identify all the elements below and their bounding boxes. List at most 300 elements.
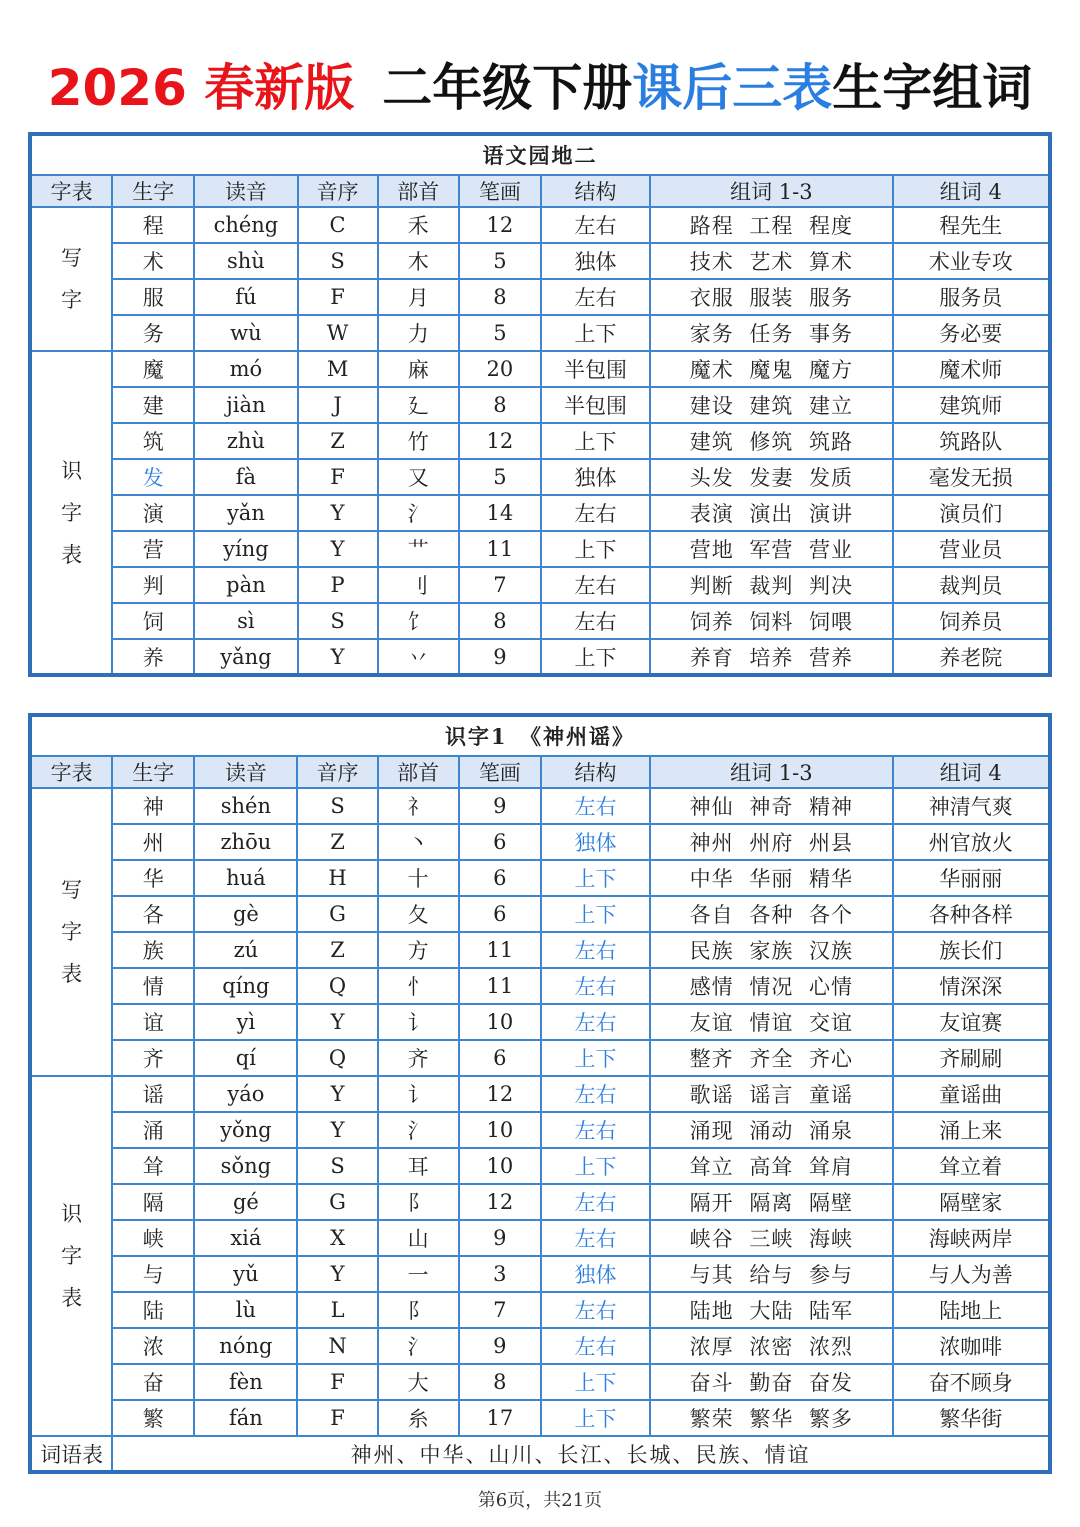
cell-jiegou: 上下	[541, 531, 650, 567]
cell-jiegou: 上下	[541, 639, 650, 675]
cell-duyin: yǒng	[194, 1112, 297, 1148]
cell-bushou: 十	[378, 860, 459, 896]
cell-bihua: 11	[459, 531, 541, 567]
cell-yinxu: Q	[297, 1040, 377, 1076]
cell-zuci-4: 筑路队	[893, 423, 1050, 459]
table-row	[30, 968, 1050, 1004]
cell-shengzi: 与	[112, 1256, 194, 1292]
cell-yinxu: Y	[297, 1004, 377, 1040]
cell-shengzi: 州	[112, 824, 194, 860]
cell-shengzi: 营	[112, 531, 194, 567]
table-row	[30, 495, 1050, 531]
cell-shengzi: 建	[112, 387, 194, 423]
cell-zuci-1-3: 中华 华丽 精华	[650, 860, 892, 896]
cell-bihua: 12	[459, 423, 541, 459]
cell-zuci-1-3: 整齐 齐全 齐心	[650, 1040, 892, 1076]
cell-bushou: 廴	[378, 387, 459, 423]
cell-shengzi: 齐	[112, 1040, 194, 1076]
cell-yinxu: F	[298, 459, 378, 495]
table-shenzhou-yao	[28, 713, 1052, 1474]
section-title: 识字1 《神州谣》	[30, 715, 1050, 756]
cell-bihua: 11	[459, 968, 541, 1004]
cell-zuci-4: 童谣曲	[893, 1076, 1050, 1112]
cell-shengzi: 情	[112, 968, 194, 1004]
cell-jiegou: 上下	[541, 1148, 650, 1184]
cell-yinxu: Y	[297, 1076, 377, 1112]
cell-duyin: shù	[194, 243, 297, 279]
title-subject: 生字组词	[832, 59, 1033, 117]
cell-yinxu: Z	[297, 932, 377, 968]
cell-duyin: sì	[194, 603, 297, 639]
cell-bushou: 饣	[378, 603, 459, 639]
ciyu-label: 词语表	[30, 1436, 112, 1472]
cell-shengzi: 谊	[112, 1004, 194, 1040]
cell-bihua: 8	[459, 603, 541, 639]
cell-zuci-1-3: 魔术 魔鬼 魔方	[650, 351, 892, 387]
cell-jiegou: 左右	[541, 603, 650, 639]
table-row	[30, 1292, 1050, 1328]
cell-shengzi: 谣	[112, 1076, 194, 1112]
cell-zuci-1-3: 峡谷 三峡 海峡	[650, 1220, 892, 1256]
cell-bihua: 9	[459, 1220, 541, 1256]
cell-yinxu: Y	[297, 1112, 377, 1148]
header-zibiao: 字表	[30, 175, 112, 207]
cell-duyin: qíng	[194, 968, 297, 1004]
cell-bihua: 7	[459, 567, 541, 603]
cell-zuci-4: 建筑师	[893, 387, 1050, 423]
cell-bushou: 刂	[378, 567, 459, 603]
cell-jiegou: 左右	[541, 1112, 650, 1148]
cell-jiegou: 左右	[541, 1184, 650, 1220]
cell-shengzi: 术	[112, 243, 194, 279]
cell-bihua: 8	[459, 1364, 541, 1400]
cell-jiegou: 上下	[541, 896, 650, 932]
cell-duyin: chéng	[194, 207, 297, 243]
cell-duyin: yíng	[194, 531, 297, 567]
cell-zuci-1-3: 表演 演出 演讲	[650, 495, 892, 531]
cell-bihua: 14	[459, 495, 541, 531]
table-row	[30, 824, 1050, 860]
cell-zuci-4: 齐刷刷	[893, 1040, 1050, 1076]
cell-duyin: yǔ	[194, 1256, 297, 1292]
cell-bushou: 阝	[378, 1292, 459, 1328]
cell-jiegou: 上下	[541, 860, 650, 896]
cell-jiegou: 左右	[541, 932, 650, 968]
header-shengzi: 生字	[112, 756, 194, 788]
cell-yinxu: C	[298, 207, 378, 243]
table-row	[30, 1112, 1050, 1148]
cell-jiegou: 左右	[541, 279, 650, 315]
cell-yinxu: Y	[298, 495, 378, 531]
cell-shengzi: 饲	[112, 603, 194, 639]
cell-zuci-1-3: 民族 家族 汉族	[650, 932, 892, 968]
cell-duyin: jiàn	[194, 387, 297, 423]
cell-duyin: gè	[194, 896, 297, 932]
cell-zuci-4: 术业专攻	[893, 243, 1050, 279]
header-shengzi: 生字	[112, 175, 194, 207]
cell-zuci-1-3: 判断 裁判 判决	[650, 567, 892, 603]
cell-bushou: 夂	[378, 896, 459, 932]
cell-zuci-4: 神清气爽	[893, 788, 1050, 824]
cell-zuci-4: 海峡两岸	[893, 1220, 1050, 1256]
cell-bihua: 6	[459, 860, 541, 896]
header-row	[30, 175, 1050, 207]
header-row	[30, 756, 1050, 788]
cell-zuci-4: 与人为善	[893, 1256, 1050, 1292]
cell-zuci-4: 情深深	[893, 968, 1050, 1004]
cell-zuci-1-3: 繁荣 繁华 繁多	[650, 1400, 892, 1436]
ciyu-row	[30, 1436, 1050, 1472]
table-row	[30, 1256, 1050, 1292]
cell-yinxu: N	[297, 1328, 377, 1364]
table-row	[30, 423, 1050, 459]
cell-duyin: yǎng	[194, 639, 297, 675]
cell-bushou: 讠	[378, 1004, 459, 1040]
cell-bihua: 9	[459, 1328, 541, 1364]
cell-zuci-1-3: 浓厚 浓密 浓烈	[650, 1328, 892, 1364]
cell-yinxu: S	[297, 1148, 377, 1184]
header-bihua: 笔画	[459, 175, 541, 207]
cell-shengzi: 养	[112, 639, 194, 675]
cell-jiegou: 左右	[541, 495, 650, 531]
cell-duyin: yǎn	[194, 495, 297, 531]
cell-zuci-1-3: 饲养 饲料 饲喂	[650, 603, 892, 639]
cell-zuci-1-3: 涌现 涌动 涌泉	[650, 1112, 892, 1148]
cell-duyin: huá	[194, 860, 297, 896]
table-row	[30, 860, 1050, 896]
cell-jiegou: 左右	[541, 1076, 650, 1112]
cell-zuci-1-3: 头发 发妻 发质	[650, 459, 892, 495]
cell-zuci-1-3: 家务 任务 事务	[650, 315, 892, 351]
cell-bushou: 竹	[378, 423, 459, 459]
cell-bushou: 丷	[378, 639, 459, 675]
cell-yinxu: Y	[298, 639, 378, 675]
cell-bihua: 12	[459, 207, 541, 243]
cell-zuci-1-3: 建设 建筑 建立	[650, 387, 892, 423]
cell-bihua: 9	[459, 639, 541, 675]
table-row	[30, 1400, 1050, 1436]
cell-bihua: 17	[459, 1400, 541, 1436]
cell-shengzi: 神	[112, 788, 194, 824]
cell-jiegou: 左右	[541, 968, 650, 1004]
cell-duyin: zú	[194, 932, 297, 968]
header-yinxu: 音序	[298, 175, 378, 207]
table-row	[30, 207, 1050, 243]
title-edition: 2026 春新版	[47, 59, 355, 117]
cell-zuci-1-3: 技术 艺术 算术	[650, 243, 892, 279]
cell-duyin: sǒng	[194, 1148, 297, 1184]
cell-zuci-4: 毫发无损	[893, 459, 1050, 495]
cell-zuci-1-3: 与其 给与 参与	[650, 1256, 892, 1292]
section-title: 语文园地二	[30, 134, 1050, 175]
cell-bihua: 3	[459, 1256, 541, 1292]
cell-bihua: 6	[459, 1040, 541, 1076]
cell-bushou: 齐	[378, 1040, 459, 1076]
cell-duyin: pàn	[194, 567, 297, 603]
table-row	[30, 351, 1050, 387]
cell-jiegou: 上下	[541, 1400, 650, 1436]
cell-zuci-1-3: 各自 各种 各个	[650, 896, 892, 932]
cell-bushou: 耳	[378, 1148, 459, 1184]
table-row	[30, 896, 1050, 932]
cell-yinxu: M	[298, 351, 378, 387]
cell-jiegou: 上下	[541, 1040, 650, 1076]
table-row	[30, 1004, 1050, 1040]
cell-zuci-4: 奋不顾身	[893, 1364, 1050, 1400]
cell-yinxu: Y	[298, 531, 378, 567]
cell-shengzi: 涌	[112, 1112, 194, 1148]
cell-jiegou: 上下	[541, 315, 650, 351]
cell-zuci-4: 繁华街	[893, 1400, 1050, 1436]
cell-zuci-4: 养老院	[893, 639, 1050, 675]
cell-bushou: 氵	[378, 1112, 459, 1148]
cell-shengzi: 各	[112, 896, 194, 932]
cell-zuci-4: 程先生	[893, 207, 1050, 243]
cell-bihua: 10	[459, 1112, 541, 1148]
cell-shengzi: 耸	[112, 1148, 194, 1184]
table-row	[30, 243, 1050, 279]
cell-zuci-1-3: 神州 州府 州县	[650, 824, 892, 860]
cell-zuci-4: 浓咖啡	[893, 1328, 1050, 1364]
header-zuci-4: 组词 4	[893, 756, 1050, 788]
ciyu-list: 神州、中华、山川、长江、长城、民族、情谊	[112, 1436, 1050, 1472]
cell-zuci-1-3: 营地 军营 营业	[650, 531, 892, 567]
cell-yinxu: Z	[298, 423, 378, 459]
cell-zuci-1-3: 耸立 高耸 耸肩	[650, 1148, 892, 1184]
cell-bushou: 山	[378, 1220, 459, 1256]
header-jiegou: 结构	[541, 175, 650, 207]
cell-jiegou: 左右	[541, 1328, 650, 1364]
cell-duyin: fú	[194, 279, 297, 315]
cell-duyin: fèn	[194, 1364, 297, 1400]
cell-yinxu: J	[298, 387, 378, 423]
cell-duyin: shén	[194, 788, 297, 824]
cell-shengzi: 程	[112, 207, 194, 243]
cell-bihua: 5	[459, 459, 541, 495]
cell-bushou: 糸	[378, 1400, 459, 1436]
cell-jiegou: 独体	[541, 459, 650, 495]
cell-duyin: fán	[194, 1400, 297, 1436]
cell-zuci-4: 裁判员	[893, 567, 1050, 603]
table-row	[30, 788, 1050, 824]
cell-jiegou: 左右	[541, 1004, 650, 1040]
cell-yinxu: G	[297, 1184, 377, 1220]
cell-bihua: 5	[459, 315, 541, 351]
cell-yinxu: S	[298, 243, 378, 279]
cell-zuci-4: 族长们	[893, 932, 1050, 968]
cell-bihua: 10	[459, 1148, 541, 1184]
cell-shengzi: 繁	[112, 1400, 194, 1436]
cell-zuci-4: 营业员	[893, 531, 1050, 567]
cell-yinxu: H	[297, 860, 377, 896]
cell-zuci-4: 友谊赛	[893, 1004, 1050, 1040]
cell-shengzi: 服	[112, 279, 194, 315]
header-zibiao: 字表	[30, 756, 112, 788]
cell-shengzi: 发	[112, 459, 194, 495]
cell-bushou: 氵	[378, 495, 459, 531]
cell-shengzi: 族	[112, 932, 194, 968]
cell-zuci-4: 州官放火	[893, 824, 1050, 860]
cell-duyin: zhù	[194, 423, 297, 459]
table-row	[30, 279, 1050, 315]
cell-bihua: 11	[459, 932, 541, 968]
cell-jiegou: 左右	[541, 1292, 650, 1328]
cell-zuci-4: 涌上来	[893, 1112, 1050, 1148]
cell-yinxu: S	[297, 788, 377, 824]
cell-duyin: nóng	[194, 1328, 297, 1364]
table-row	[30, 1076, 1050, 1112]
cell-shengzi: 陆	[112, 1292, 194, 1328]
cell-jiegou: 上下	[541, 1364, 650, 1400]
cell-bushou: 艹	[378, 531, 459, 567]
cell-jiegou: 独体	[541, 1256, 650, 1292]
table-row	[30, 567, 1050, 603]
group-label-shizi: 识 字 表	[30, 1076, 112, 1436]
cell-zuci-1-3: 神仙 神奇 精神	[650, 788, 892, 824]
cell-jiegou: 左右	[541, 788, 650, 824]
cell-jiegou: 左右	[541, 567, 650, 603]
cell-bushou: 禾	[378, 207, 459, 243]
cell-bushou: 讠	[378, 1076, 459, 1112]
cell-bushou: 木	[378, 243, 459, 279]
cell-shengzi: 判	[112, 567, 194, 603]
cell-zuci-4: 饲养员	[893, 603, 1050, 639]
cell-bihua: 10	[459, 1004, 541, 1040]
cell-zuci-1-3: 养育 培养 营养	[650, 639, 892, 675]
cell-yinxu: G	[297, 896, 377, 932]
cell-bushou: 月	[378, 279, 459, 315]
cell-zuci-4: 服务员	[893, 279, 1050, 315]
table-row	[30, 1184, 1050, 1220]
table-row	[30, 459, 1050, 495]
cell-zuci-1-3: 歌谣 谣言 童谣	[650, 1076, 892, 1112]
cell-bihua: 12	[459, 1076, 541, 1112]
cell-bihua: 5	[459, 243, 541, 279]
cell-bushou: 力	[378, 315, 459, 351]
header-duyin: 读音	[194, 756, 297, 788]
cell-bushou: 方	[378, 932, 459, 968]
table-row	[30, 1040, 1050, 1076]
header-bushou: 部首	[378, 175, 459, 207]
cell-zuci-4: 演员们	[893, 495, 1050, 531]
cell-duyin: gé	[194, 1184, 297, 1220]
title-grade: 二年级下册	[382, 59, 633, 117]
cell-bushou: 阝	[378, 1184, 459, 1220]
cell-bihua: 6	[459, 824, 541, 860]
cell-shengzi: 魔	[112, 351, 194, 387]
cell-bushou: 忄	[378, 968, 459, 1004]
cell-bushou: 氵	[378, 1328, 459, 1364]
cell-duyin: fà	[194, 459, 297, 495]
cell-yinxu: F	[297, 1364, 377, 1400]
cell-zuci-4: 务必要	[893, 315, 1050, 351]
cell-zuci-4: 陆地上	[893, 1292, 1050, 1328]
cell-yinxu: P	[298, 567, 378, 603]
cell-zuci-4: 魔术师	[893, 351, 1050, 387]
header-bushou: 部首	[378, 756, 459, 788]
table-row	[30, 639, 1050, 675]
cell-zuci-1-3: 奋斗 勤奋 奋发	[650, 1364, 892, 1400]
table-row	[30, 1148, 1050, 1184]
cell-zuci-1-3: 建筑 修筑 筑路	[650, 423, 892, 459]
table-row	[30, 932, 1050, 968]
cell-bushou: 丶	[378, 824, 459, 860]
page-title	[0, 48, 1080, 128]
header-yinxu: 音序	[297, 756, 377, 788]
cell-jiegou: 独体	[541, 824, 650, 860]
cell-bihua: 9	[459, 788, 541, 824]
title-tables: 课后三表	[632, 59, 833, 117]
cell-yinxu: Z	[297, 824, 377, 860]
cell-bihua: 8	[459, 279, 541, 315]
cell-duyin: wù	[194, 315, 297, 351]
table-row	[30, 1220, 1050, 1256]
group-label-xiezi: 写 字	[30, 207, 112, 351]
page-number: 第6页，共21页	[477, 1490, 603, 1511]
cell-bushou: 大	[378, 1364, 459, 1400]
table-row	[30, 315, 1050, 351]
cell-zuci-4: 隔壁家	[893, 1184, 1050, 1220]
table-row	[30, 387, 1050, 423]
cell-jiegou: 半包围	[541, 351, 650, 387]
cell-duyin: lù	[194, 1292, 297, 1328]
cell-bihua: 20	[459, 351, 541, 387]
cell-jiegou: 上下	[541, 423, 650, 459]
header-zuci-4: 组词 4	[893, 175, 1050, 207]
cell-zuci-1-3: 隔开 隔离 隔壁	[650, 1184, 892, 1220]
cell-duyin: zhōu	[194, 824, 297, 860]
cell-shengzi: 华	[112, 860, 194, 896]
cell-shengzi: 隔	[112, 1184, 194, 1220]
cell-zuci-1-3: 友谊 情谊 交谊	[650, 1004, 892, 1040]
cell-shengzi: 浓	[112, 1328, 194, 1364]
cell-bushou: 一	[378, 1256, 459, 1292]
cell-jiegou: 独体	[541, 243, 650, 279]
table-row	[30, 1328, 1050, 1364]
header-duyin: 读音	[194, 175, 297, 207]
group-label-xiezi: 写 字 表	[30, 788, 112, 1076]
cell-jiegou: 左右	[541, 207, 650, 243]
table-yuwen-yuandi-er	[28, 132, 1052, 677]
cell-duyin: mó	[194, 351, 297, 387]
table-row	[30, 603, 1050, 639]
cell-yinxu: S	[298, 603, 378, 639]
cell-zuci-4: 耸立着	[893, 1148, 1050, 1184]
cell-duyin: xiá	[194, 1220, 297, 1256]
header-zuci-1-3: 组词 1-3	[650, 175, 892, 207]
cell-shengzi: 筑	[112, 423, 194, 459]
table-row	[30, 531, 1050, 567]
header-jiegou: 结构	[541, 756, 650, 788]
cell-zuci-1-3: 感情 情况 心情	[650, 968, 892, 1004]
cell-zuci-1-3: 路程 工程 程度	[650, 207, 892, 243]
cell-shengzi: 奋	[112, 1364, 194, 1400]
cell-jiegou: 半包围	[541, 387, 650, 423]
cell-yinxu: F	[297, 1400, 377, 1436]
cell-yinxu: Q	[297, 968, 377, 1004]
cell-yinxu: Y	[297, 1256, 377, 1292]
cell-bihua: 8	[459, 387, 541, 423]
cell-duyin: qí	[194, 1040, 297, 1076]
header-bihua: 笔画	[459, 756, 541, 788]
cell-bihua: 7	[459, 1292, 541, 1328]
cell-bihua: 12	[459, 1184, 541, 1220]
cell-shengzi: 演	[112, 495, 194, 531]
group-label-shizi: 识 字 表	[30, 351, 112, 675]
cell-zuci-4: 各种各样	[893, 896, 1050, 932]
cell-yinxu: F	[298, 279, 378, 315]
cell-yinxu: X	[297, 1220, 377, 1256]
